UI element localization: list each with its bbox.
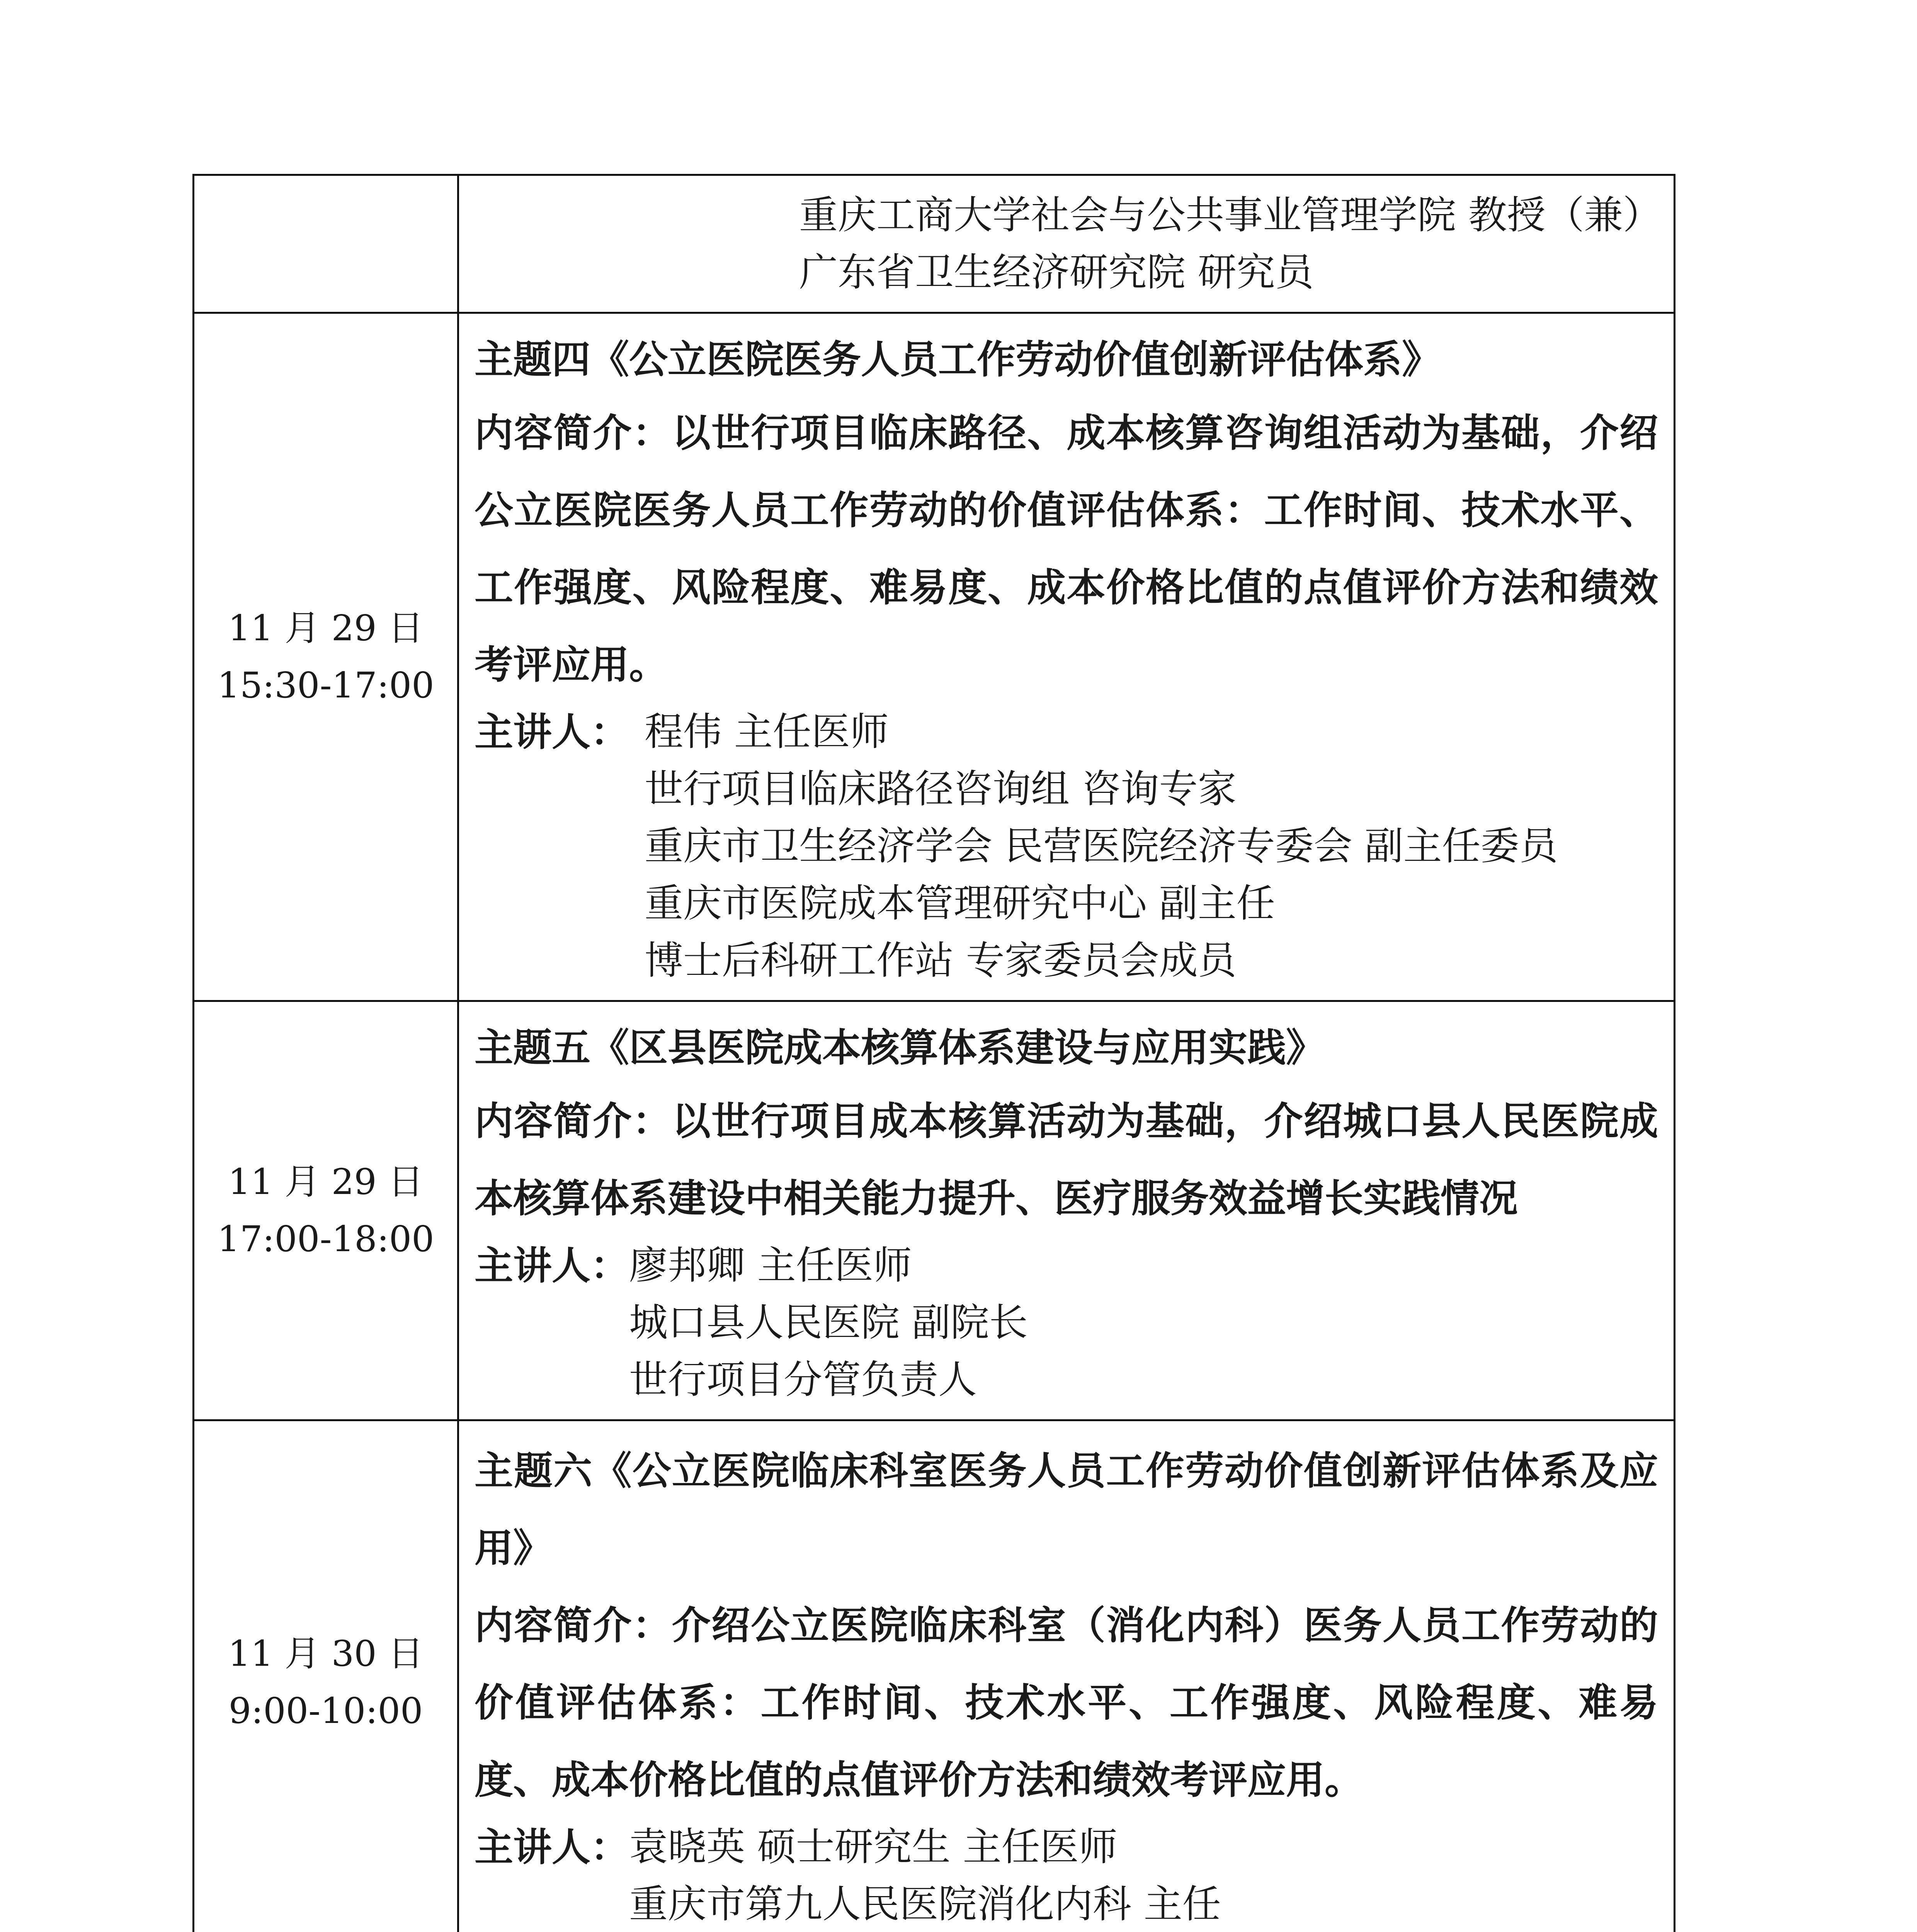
speaker-line: 廖邦卿 主任医师 [629, 1243, 912, 1288]
speaker-block [475, 1237, 1658, 1408]
content-cell [458, 313, 1675, 1001]
table-row [194, 175, 1675, 313]
speaker-lines [629, 1237, 1028, 1408]
speaker-line: 世行项目分管负责人 [629, 1357, 977, 1402]
speaker-line: 重庆市卫生经济学会 民营医院经济专委会 副主任委员 [645, 823, 1558, 869]
topic-description: 内容简介：介绍公立医院临床科室（消化内科）医务人员工作劳动的价值评估体系：工作时间、技术水平、工作强度、风险程度、难易度、成本价格比值的点值评价方法和绩效考评应用。 [475, 1602, 1658, 1803]
affiliation-line: 广东省卫生经济研究院 研究员 [799, 250, 1314, 295]
content-cell [458, 175, 1675, 313]
speaker-label: 主讲人： [475, 709, 629, 755]
speaker-label: 主讲人： [475, 1824, 629, 1870]
speaker-line: 世行项目临床路径咨询组 咨询专家 [645, 766, 1237, 811]
speaker-block [475, 703, 1658, 989]
affiliation-line: 重庆工商大学社会与公共事业管理学院 教授（兼） [799, 192, 1662, 238]
topic-description: 内容简介：以世行项目临床路径、成本核算咨询组活动为基础，介绍公立医院医务人员工作劳动的价值评估体系：工作时间、技术水平、工作强度、风险程度、难易度、成本价格比值的点值评价方法和绩效考评应用。 [475, 410, 1658, 687]
time-range: 9:00-10:00 [228, 1690, 423, 1731]
speaker-line: 袁晓英 硕士研究生 主任医师 [629, 1824, 1118, 1869]
time-cell [194, 175, 458, 313]
content-cell [458, 1420, 1675, 1932]
speaker-line: 重庆市医院成本管理研究中心 副主任 [645, 881, 1275, 926]
time-date: 11 月 29 日 [228, 607, 424, 649]
time-range: 15:30-17:00 [217, 665, 434, 706]
table-row [194, 1001, 1675, 1420]
content-cell [458, 1001, 1675, 1420]
table-row [194, 1420, 1675, 1932]
time-range: 17:00-18:00 [217, 1218, 434, 1260]
speaker-line: 博士后科研工作站 专家委员会成员 [645, 938, 1237, 983]
topic-description: 内容简介：以世行项目成本核算活动为基础，介绍城口县人民医院成本核算体系建设中相关能力提升、医疗服务效益增长实践情况 [475, 1098, 1658, 1221]
speaker-line: 城口县人民医院 副院长 [629, 1300, 1028, 1345]
time-date: 11 月 29 日 [228, 1161, 424, 1202]
speaker-line: 程伟 主任医师 [645, 709, 889, 754]
time-cell [194, 313, 458, 1001]
time-cell [194, 1420, 458, 1932]
time-date: 11 月 30 日 [228, 1633, 424, 1674]
time-cell [194, 1001, 458, 1420]
table-row [194, 313, 1675, 1001]
topic-title: 主题六《公立医院临床科室医务人员工作劳动价值创新评估体系及应用》 [475, 1448, 1658, 1571]
speaker-block [475, 1818, 1658, 1932]
speaker-lines [629, 1818, 1221, 1932]
schedule-table [192, 174, 1675, 1932]
speaker-line: 重庆市第九人民医院消化内科 主任 [629, 1881, 1221, 1927]
topic-title: 主题四《公立医院医务人员工作劳动价值创新评估体系》 [475, 337, 1441, 382]
topic-title: 主题五《区县医院成本核算体系建设与应用实践》 [475, 1025, 1325, 1070]
speaker-label: 主讲人： [475, 1243, 629, 1288]
speaker-lines [645, 703, 1558, 989]
